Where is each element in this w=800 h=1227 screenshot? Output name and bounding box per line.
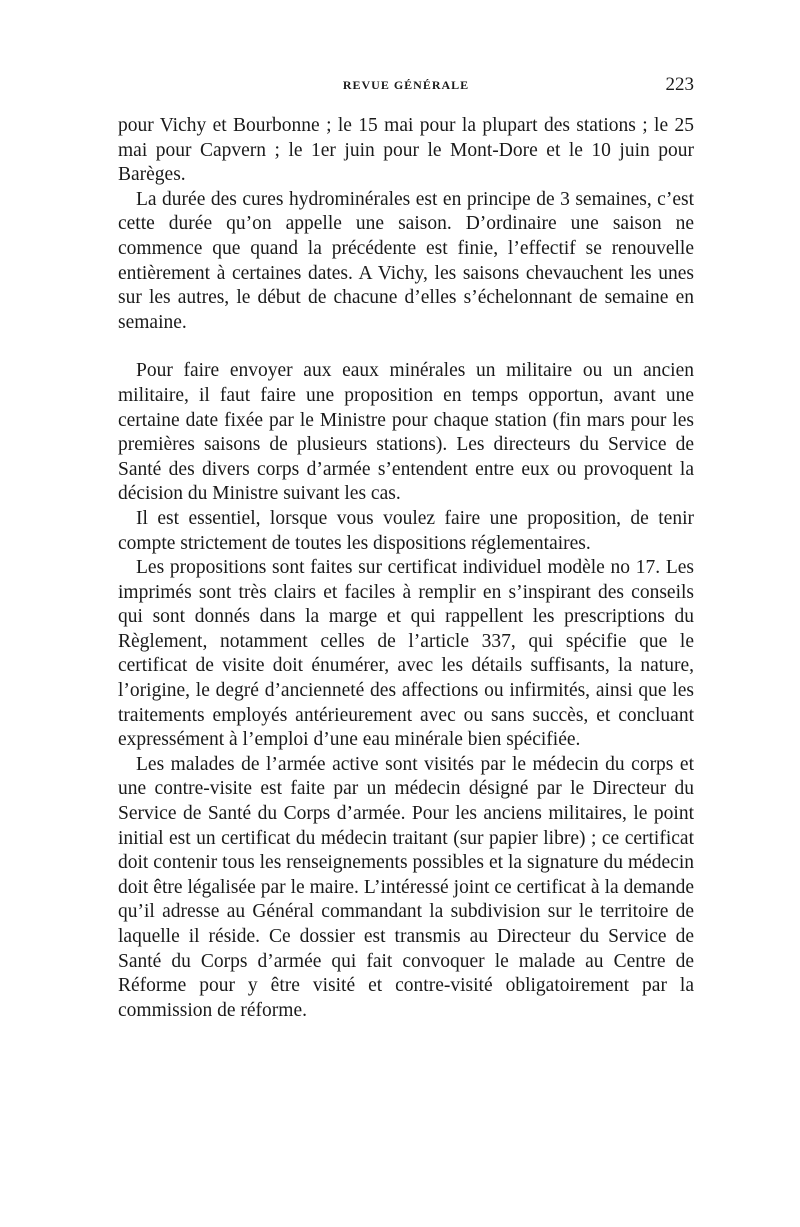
running-head: [118, 70, 694, 100]
paragraph: Pour faire envoyer aux eaux minérales un militaire ou un ancien militaire, il faut faire une proposition en temps opportun, avant une certaine date fixée par le Ministre pour chaque station (fin mars pour les premières saisons de plusieurs stations). Les directeurs du Service de Santé des divers corps d’armée s’entendent entre eux ou provoquent la décision du Ministre suivant les cas.: [118, 360, 694, 505]
paragraph: La durée des cures hydrominérales est en principe de 3 semaines, c’est cette durée qu’on appelle une saison. D’ordinaire une saison ne commence que quand la précédente est finie, l’effectif se renouvelle entièrement à certaines dates. A Vichy, les saisons chevauchent les unes sur les autres, le début de chacune d’elles s’échelonnant de semaine en semaine.: [118, 188, 694, 333]
paragraph: pour Vichy et Bourbonne ; le 15 mai pour la plupart des stations ; le 25 mai pour Capvern ; le 1er juin pour le Mont-Dore et le 10 juin pour Barèges.: [118, 115, 694, 186]
paragraph: Les propositions sont faites sur certificat individuel modèle no 17. Les imprimés sont très clairs et faciles à remplir en s’inspirant des conseils qui sont donnés dans la marge et qui rappellent les prescriptions du Règlement, notamment celles de l’article 337, qui spécifie que le certificat de visite doit énumérer, avec les détails suffisants, la nature, l’origine, le degré d’ancienneté des affections ou infirmités, ainsi que les traitements employés antérieurement avec ou sans succès, et concluant expressément à l’emploi d’une eau minérale bien spécifiée.: [118, 557, 694, 751]
page-number: 223: [665, 74, 694, 95]
running-title: REVUE GÉNÉRALE: [342, 78, 470, 92]
book-page: [118, 70, 694, 1023]
section-gap: [118, 335, 694, 359]
paragraph: Il est essentiel, lorsque vous voulez faire une proposition, de tenir compte strictement de toutes les dispositions réglementaires.: [118, 507, 694, 554]
paragraph: Les malades de l’armée active sont visités par le médecin du corps et une contre-visite est faite par un médecin désigné par le Directeur du Service de Santé du Corps d’armée. Pour les anciens militaires, le point initial est un certificat du médecin traitant (sur papier libre) ; ce certificat doit contenir tous les renseignements possibles et la signature du médecin doit être légalisée par le maire. L’intéressé joint ce certificat à la demande qu’il adresse au Général commandant la subdivision sur le territoire de laquelle il réside. Ce dossier est transmis au Directeur du Service de Santé du Corps d’armée qui fait convoquer le malade au Centre de Réforme pour y être visité et contre-visité obligatoirement par la commission de réforme.: [118, 753, 694, 1021]
body-text: [118, 114, 694, 1023]
